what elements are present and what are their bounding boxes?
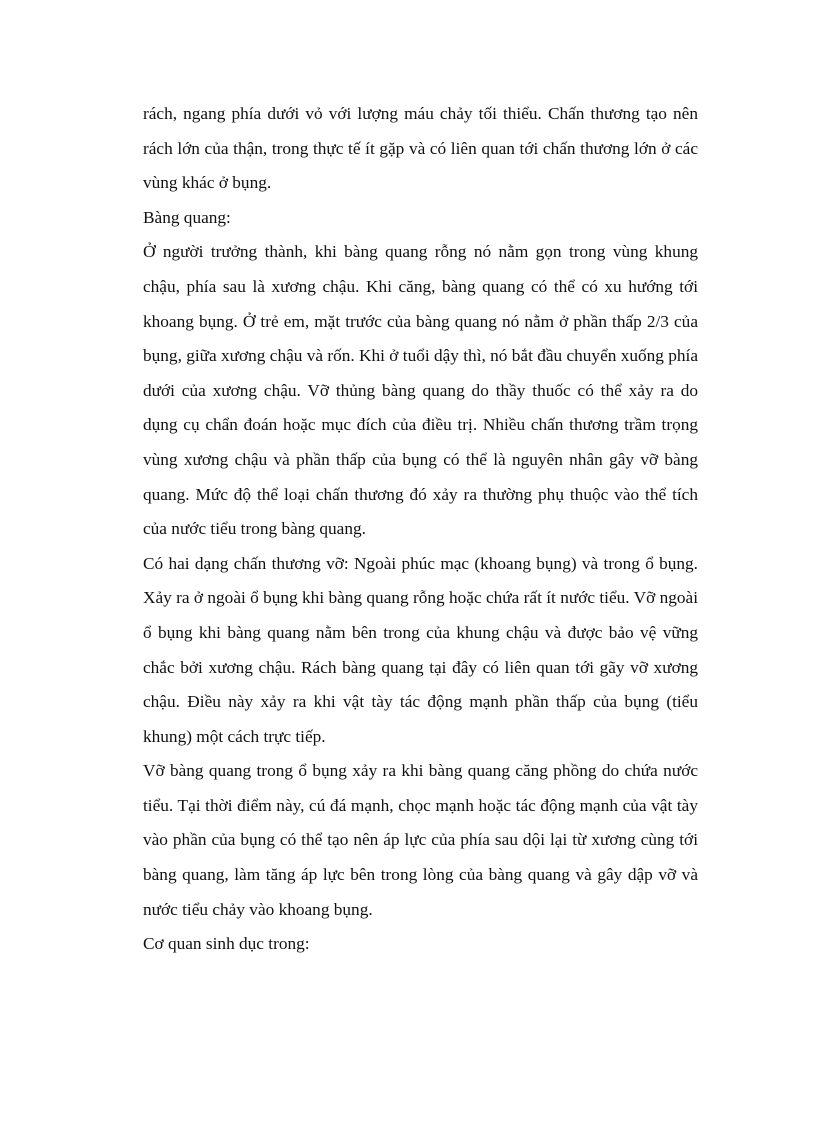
paragraph-kidney-injury: rách, ngang phía dưới vỏ với lượng máu chảy tối thiểu. Chấn thương tạo nên rách lớn của thận, trong thực tế ít gặp và có liên quan tới chấn thương lớn ở các vùng khác ở bụng. (143, 104, 698, 193)
paragraph-rupture-types: Có hai dạng chấn thương vỡ: Ngoài phúc mạc (khoang bụng) và trong ổ bụng. Xảy ra ở ngoài ổ bụng khi bàng quang rỗng hoặc chứa rất ít nước tiểu. Vỡ ngoài ổ bụng khi bàng quang nằm bên trong của khung chậu và được bảo vệ vững chắc bởi xương chậu. Rách bàng quang tại đây có liên quan tới gãy vỡ xương chậu. Điều này xảy ra khi vật tày tác động mạnh phần thấp của bụng (tiểu khung) một cách trực tiếp. (143, 553, 698, 746)
document-page (143, 97, 698, 962)
paragraph-intraperitoneal-rupture: Vỡ bàng quang trong ổ bụng xảy ra khi bàng quang căng phồng do chứa nước tiểu. Tại thời điểm này, cú đá mạnh, chọc mạnh hoặc tác động mạnh của vật tày vào phần của bụng có thể tạo nên áp lực của phía sau dội lại từ xương cùng tới bàng quang, làm tăng áp lực bên trong lòng của bàng quang và gây dập vỡ và nước tiểu chảy vào khoang bụng. (143, 761, 698, 919)
heading-internal-genitals: Cơ quan sinh dục trong: (143, 934, 310, 954)
paragraph-bladder-anatomy: Ở người trưởng thành, khi bàng quang rỗng nó nằm gọn trong vùng khung chậu, phía sau là xương chậu. Khi căng, bàng quang có thể có xu hướng tới khoang bụng. Ở trẻ em, mặt trước của bàng quang nó nằm ở phần thấp 2/3 của bụng, giữa xương chậu và rốn. Khi ở tuổi dậy thì, nó bắt đầu chuyển xuống phía dưới của xương chậu. Vỡ thủng bàng quang do thầy thuốc có thể xảy ra do dụng cụ chẩn đoán hoặc mục đích của điều trị. Nhiều chấn thương trầm trọng vùng xương chậu và phần thấp của bụng có thể là nguyên nhân gây vỡ bàng quang. Mức độ thể loại chấn thương đó xảy ra thường phụ thuộc vào thể tích của nước tiểu trong bàng quang. (143, 242, 698, 539)
heading-bladder: Bàng quang: (143, 207, 231, 227)
